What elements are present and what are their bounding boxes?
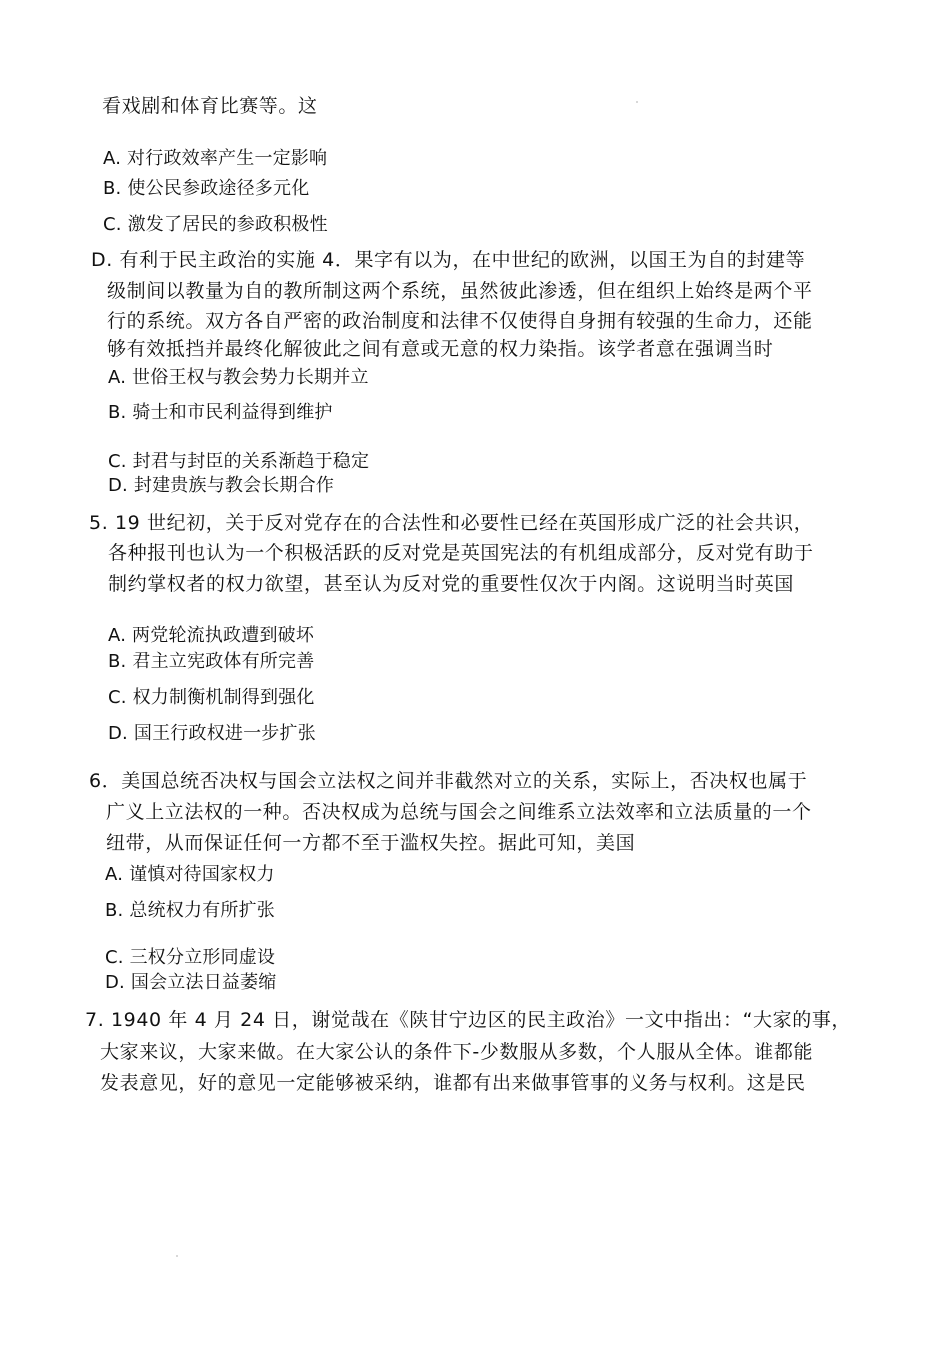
q7-line-3: 发表意见，好的意见一定能够被采纳，谁都有出来做事管事的义务与权利。这是民 xyxy=(100,1072,806,1094)
q4-option-a: A. 世俗王权与教会势力长期并立 xyxy=(108,367,369,388)
q6-option-a: A. 谨慎对待国家权力 xyxy=(105,864,275,885)
q5-line-2: 各种报刊也认为一个积极活跃的反对党是英国宪法的有机组成部分，反对党有助于 xyxy=(108,542,814,564)
q6-line-2: 广义上立法权的一种。否决权成为总统与国会之间维系立法效率和立法质量的一个 xyxy=(106,801,812,823)
q4-option-b: B. 骑士和市民利益得到维护 xyxy=(108,402,333,423)
q7-line-2: 大家来议，大家来做。在大家公认的条件下-少数服从多数，个人服从全体。谁都能 xyxy=(100,1041,814,1063)
q6-line-3: 纽带，从而保证任何一方都不至于滥权失控。据此可知，美国 xyxy=(106,832,636,854)
q3-option-c: C. 激发了居民的参政积极性 xyxy=(103,214,328,235)
q4-option-c: C. 封君与封臣的关系渐趋于稳定 xyxy=(108,451,370,472)
q5-line-3: 制约掌权者的权力欲望，甚至认为反对党的重要性仅次于内阁。这说明当时英国 xyxy=(108,573,795,595)
q6-option-c: C. 三权分立形同虚设 xyxy=(105,947,276,968)
scan-speck xyxy=(176,1255,178,1257)
q4-line-3: 行的系统。双方各自严密的政治制度和法律不仅使得自身拥有较强的生命力，还能 xyxy=(107,310,813,332)
q3-option-a: A. 对行政效率产生一定影响 xyxy=(103,148,328,169)
q5-option-b: B. 君主立宪政体有所完善 xyxy=(108,651,315,672)
q5-line-1: 5. 19 世纪初，关于反对党存在的合法性和必要性已经在英国形成广泛的社会共识， xyxy=(89,512,814,534)
q5-option-a: A. 两党轮流执政遭到破坏 xyxy=(108,625,315,646)
q6-option-d: D. 国会立法日益萎缩 xyxy=(105,972,277,993)
q6-line-1: 6．美国总统否决权与国会立法权之间并非截然对立的关系，实际上，否决权也属于 xyxy=(89,770,808,792)
q3-option-b: B. 使公民参政途径多元化 xyxy=(103,178,310,199)
q7-line-1: 7. 1940 年 4 月 24 日，谢觉哉在《陕甘宁边区的民主政治》一文中指出：“大家的事， xyxy=(85,1009,852,1031)
q3-stem-tail: 看戏剧和体育比赛等。这 xyxy=(102,95,318,117)
q4-option-d: D. 封建贵族与教会长期合作 xyxy=(108,475,335,496)
q5-option-c: C. 权力制衡机制得到强化 xyxy=(108,687,315,708)
q6-option-b: B. 总统权力有所扩张 xyxy=(105,900,275,921)
q5-option-d: D. 国王行政权进一步扩张 xyxy=(108,723,316,744)
q4-line-1: D. 有利于民主政治的实施 4．果字有以为，在中世纪的欧洲，以国王为自的封建等 xyxy=(91,249,806,271)
q4-line-2: 级制间以教量为自的教所制这两个系统，虽然彼此渗透，但在组织上始终是两个平 xyxy=(107,280,813,302)
scan-speck xyxy=(636,101,638,103)
q4-line-4: 够有效抵挡并最终化解彼此之间有意或无意的权力染指。该学者意在强调当时 xyxy=(107,338,774,360)
